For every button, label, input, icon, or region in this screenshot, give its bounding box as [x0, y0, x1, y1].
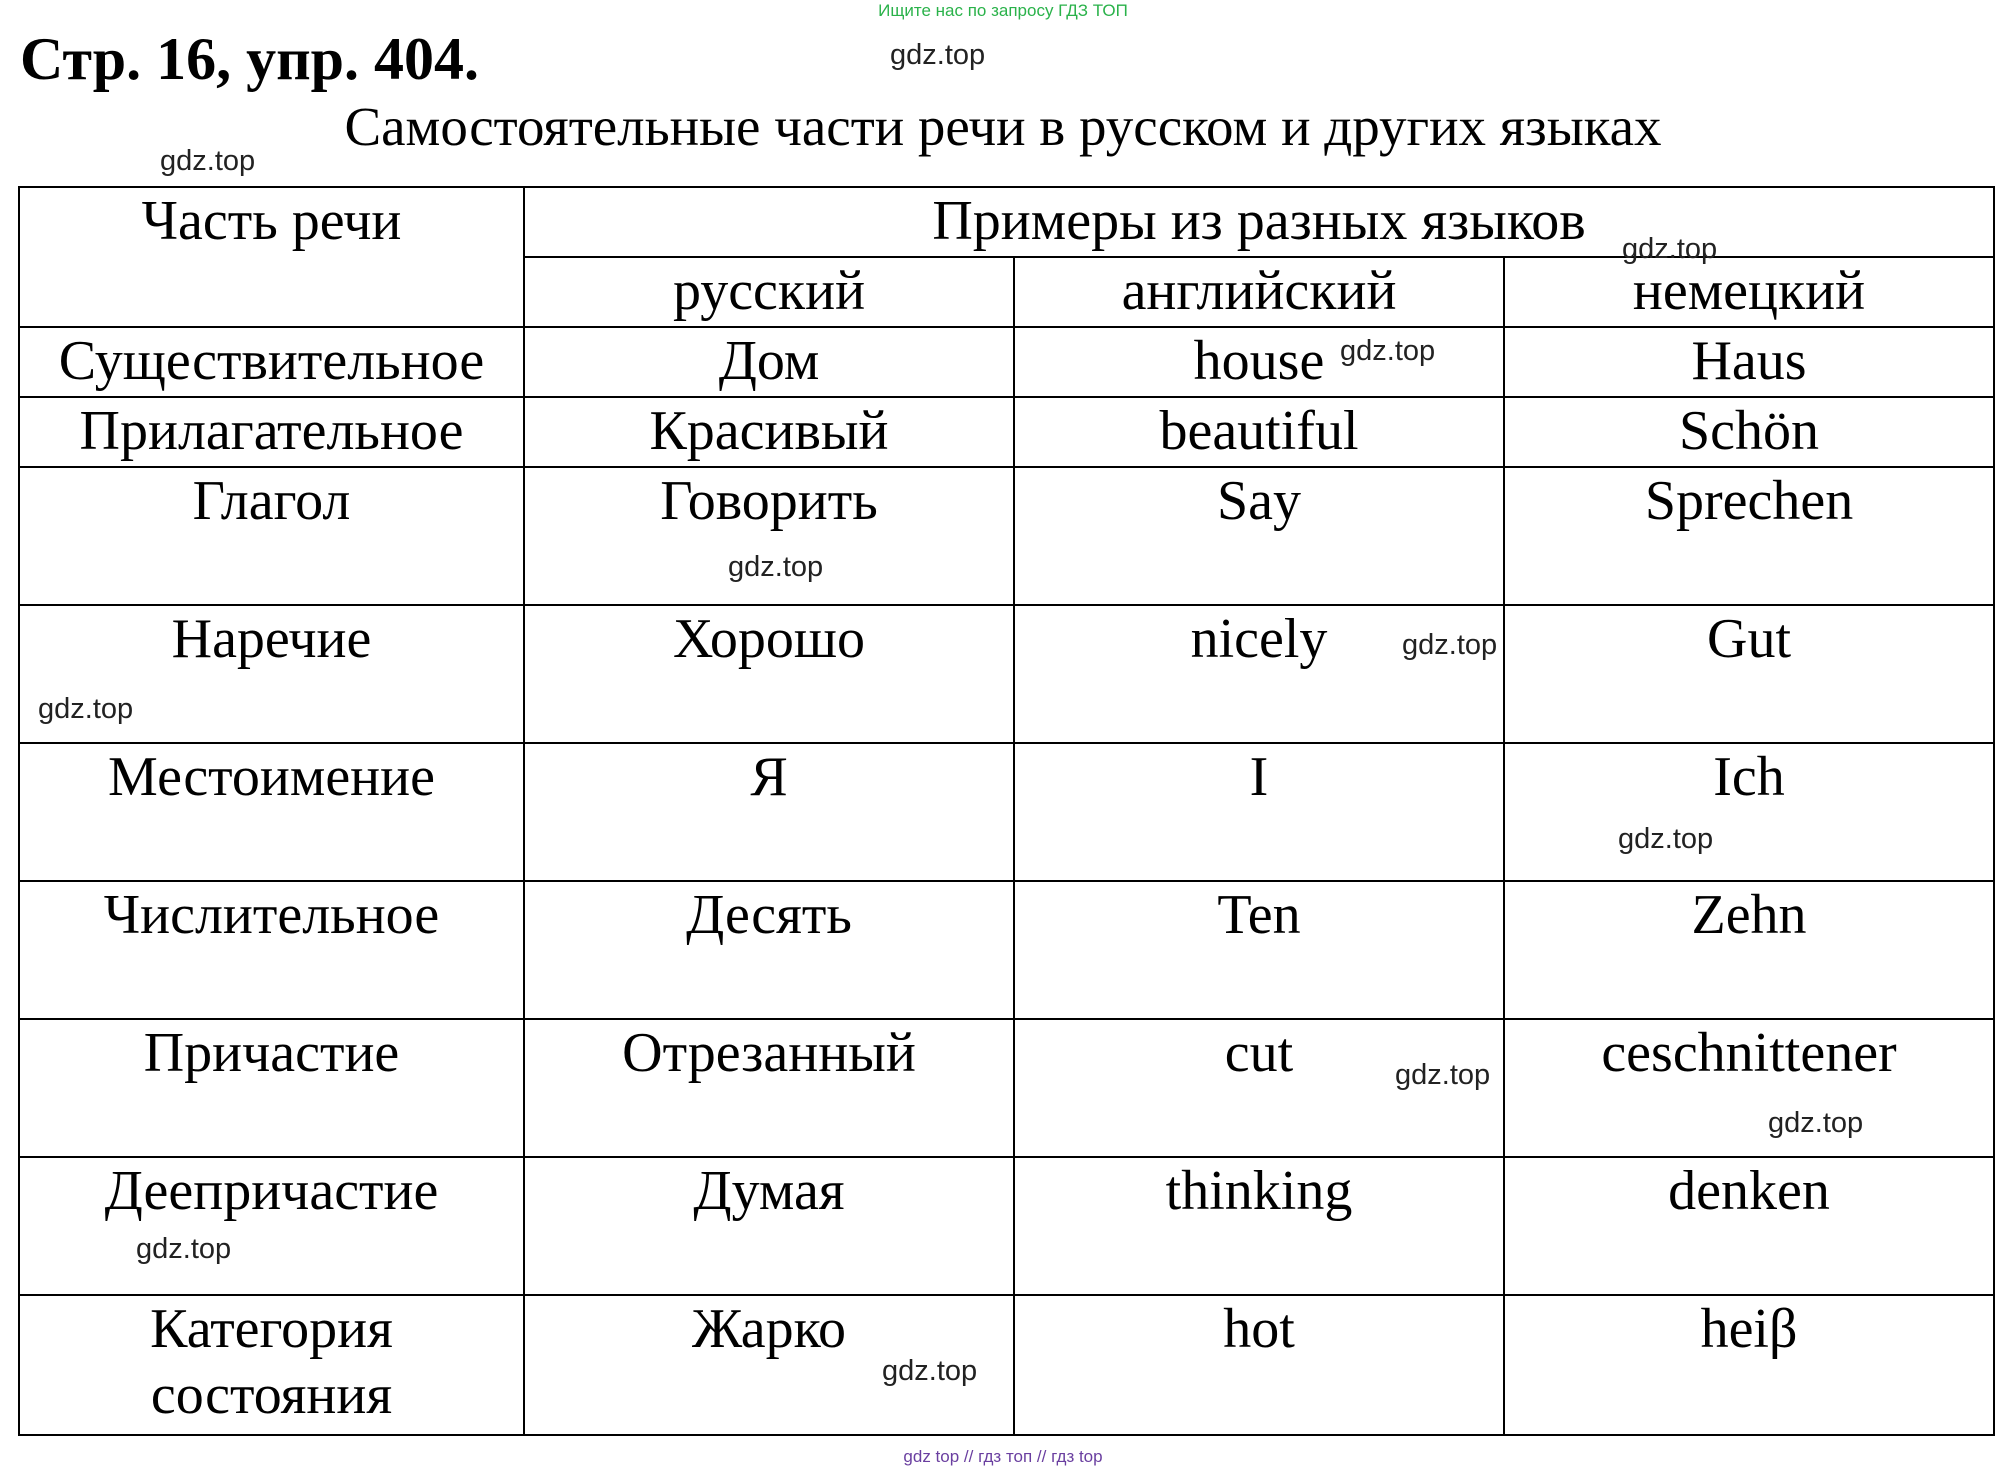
ru-cell: Хорошо [524, 605, 1014, 743]
watermark: gdz.top [1618, 823, 1714, 855]
table-row [19, 743, 1994, 881]
part-cell: Категория состояния [19, 1295, 524, 1435]
ru-cell: Дом [524, 327, 1014, 397]
footer-watermark: gdz top // гдз топ // гдз top [903, 1447, 1103, 1466]
table-row [19, 1157, 1994, 1295]
en-cell: hot [1014, 1295, 1504, 1435]
ru-cell: Жарко [524, 1295, 1014, 1435]
de-cell: Zehn [1504, 881, 1994, 1019]
header-part-of-speech: Часть речи [19, 187, 524, 327]
de-cell: Gut [1504, 605, 1994, 743]
ru-cell: Говорить [524, 467, 1014, 605]
ru-cell: Я [524, 743, 1014, 881]
watermark: gdz.top [1622, 233, 1718, 265]
watermark: gdz.top [1395, 1059, 1491, 1091]
en-cell: Ten [1014, 881, 1504, 1019]
part-cell: Наречие [19, 605, 524, 743]
header-language-ru: русский [524, 257, 1014, 327]
watermark: gdz.top [890, 39, 986, 71]
en-cell: cut [1014, 1019, 1504, 1157]
table-row [19, 1295, 1994, 1435]
en-cell: beautiful [1014, 397, 1504, 467]
watermark: gdz.top [136, 1233, 232, 1265]
table-row [19, 397, 1994, 467]
en-cell: Say [1014, 467, 1504, 605]
table-row [19, 881, 1994, 1019]
part-cell: Существительное [19, 327, 524, 397]
watermark: gdz.top [1768, 1107, 1864, 1139]
page-heading: Стр. 16, упр. 404. [20, 26, 480, 92]
part-cell: Прилагательное [19, 397, 524, 467]
en-cell: I [1014, 743, 1504, 881]
search-banner: Ищите нас по запросу ГДЗ ТОП [878, 1, 1128, 20]
parts-of-speech-table [18, 186, 1995, 1436]
table-row [19, 1019, 1994, 1157]
header-language-de: немецкий [1504, 257, 1994, 327]
table-row [19, 327, 1994, 397]
watermark: gdz.top [160, 145, 256, 177]
en-cell: nicely [1014, 605, 1504, 743]
de-cell: Haus [1504, 327, 1994, 397]
watermark: gdz.top [728, 551, 824, 583]
part-cell: Местоимение [19, 743, 524, 881]
de-cell: Schön [1504, 397, 1994, 467]
watermark: gdz.top [1340, 335, 1436, 367]
part-cell: Числительное [19, 881, 524, 1019]
part-cell: Глагол [19, 467, 524, 605]
header-examples: Примеры из разных языков [524, 187, 1994, 257]
de-cell: ceschnittener [1504, 1019, 1994, 1157]
ru-cell: Десять [524, 881, 1014, 1019]
ru-cell: Отрезанный [524, 1019, 1014, 1157]
de-cell: Sprechen [1504, 467, 1994, 605]
table-row [19, 467, 1994, 605]
header-language-en: английский [1014, 257, 1504, 327]
part-cell: Причастие [19, 1019, 524, 1157]
ru-cell: Красивый [524, 397, 1014, 467]
ru-cell: Думая [524, 1157, 1014, 1295]
watermark: gdz.top [38, 693, 134, 725]
de-cell: Ich [1504, 743, 1994, 881]
watermark: gdz.top [1402, 629, 1498, 661]
table-row [19, 605, 1994, 743]
en-cell: house [1014, 327, 1504, 397]
table-title: Самостоятельные части речи в русском и других языках [344, 96, 1662, 157]
de-cell: denken [1504, 1157, 1994, 1295]
de-cell: heiβ [1504, 1295, 1994, 1435]
watermark: gdz.top [882, 1355, 978, 1387]
en-cell: thinking [1014, 1157, 1504, 1295]
part-cell: Деепричастие [19, 1157, 524, 1295]
